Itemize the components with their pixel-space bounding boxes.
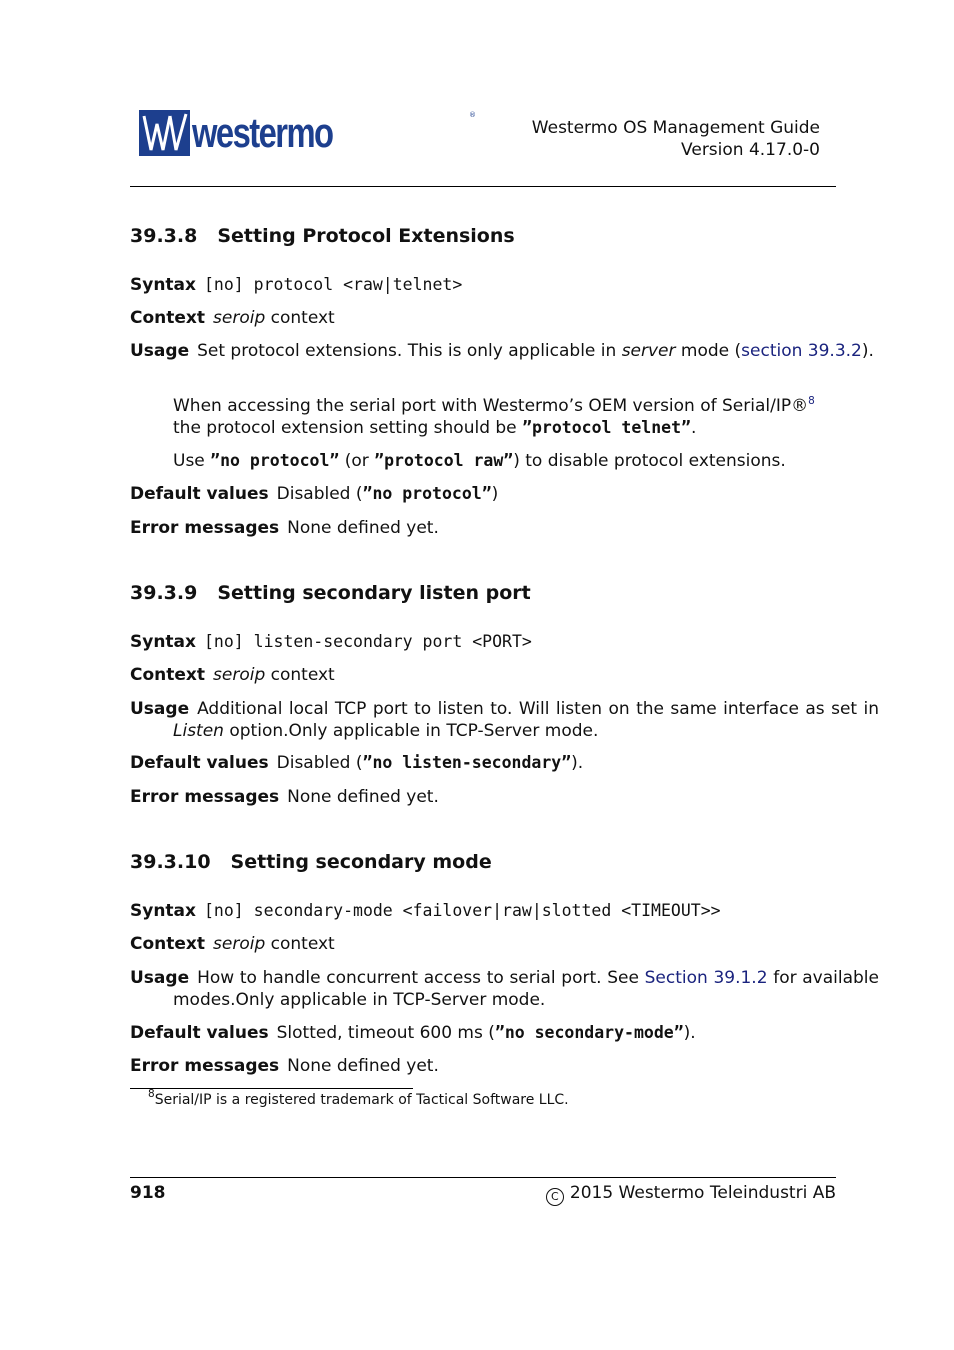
logo-registered-mark: ® — [469, 111, 476, 119]
usage-paragraph — [173, 450, 836, 472]
default-label: Default values — [130, 1023, 269, 1043]
error-text: None defined yet. — [287, 518, 439, 538]
error-text: None defined yet. — [287, 787, 439, 807]
section-heading — [130, 582, 531, 604]
footnote — [148, 1088, 569, 1108]
usage-text: for available modes.Only applicable in TCP-Server mode. — [173, 968, 879, 1010]
footnote-rule — [130, 1088, 413, 1089]
footnote-ref-link[interactable]: 8 — [808, 395, 815, 407]
context-entry — [130, 307, 836, 329]
footnote-mark: 8 — [148, 1088, 155, 1100]
context-rest: context — [265, 665, 335, 685]
context-entry — [130, 664, 836, 686]
syntax-entry — [130, 631, 836, 653]
default-entry — [130, 483, 836, 505]
paragraph-text: ) to disable protocol extensions. — [513, 451, 786, 471]
error-label: Error messages — [130, 518, 280, 538]
section-title: Setting Protocol Extensions — [217, 225, 515, 247]
paragraph-text: Use — [173, 451, 211, 471]
paragraph-text: (or — [339, 451, 375, 471]
usage-text: How to handle concurrent access to serial port. See — [197, 968, 645, 988]
context-rest: context — [265, 308, 335, 328]
syntax-label: Syntax — [130, 901, 196, 921]
default-text: ). — [571, 753, 584, 773]
usage-text: mode ( — [675, 341, 742, 361]
footer-rule — [130, 1177, 836, 1178]
footnote-text: Serial/IP is a registered trademark of Tactical Software LLC. — [154, 1092, 569, 1108]
copyright-text: 2015 Westermo Teleindustri AB — [569, 1183, 836, 1203]
page-number: 918 — [130, 1183, 166, 1203]
usage-emphasis: Listen — [173, 721, 224, 741]
guide-title: Westermo OS Management Guide — [531, 118, 820, 138]
syntax-label: Syntax — [130, 632, 196, 652]
inline-code: ”no secondary-mode” — [494, 1023, 684, 1042]
header-rule — [130, 186, 836, 187]
syntax-label: Syntax — [130, 275, 196, 295]
error-entry — [130, 1055, 836, 1077]
paragraph-text: the protocol extension setting should be — [173, 418, 523, 438]
section-title: Setting secondary mode — [230, 851, 492, 873]
paragraph-text: When accessing the serial port with Westermo’s OEM version of Serial/IP — [173, 396, 792, 416]
syntax-command: [no] secondary-mode <failover|raw|slotted <TIMEOUT>> — [204, 901, 721, 920]
usage-paragraph — [173, 395, 836, 439]
error-label: Error messages — [130, 787, 280, 807]
section-link[interactable]: Section 39.1.2 — [644, 968, 768, 988]
default-entry — [130, 752, 836, 774]
guide-version: Version 4.17.0-0 — [681, 140, 820, 160]
default-text: ). — [683, 1023, 696, 1043]
default-text: ) — [491, 484, 499, 504]
syntax-entry — [130, 900, 836, 922]
usage-text: Additional local TCP port to listen to. Will listen on the same interface as set in — [197, 699, 879, 719]
section-title: Setting secondary listen port — [217, 582, 531, 604]
usage-emphasis: server — [621, 341, 676, 361]
context-name: seroip — [213, 308, 266, 328]
section-heading — [130, 851, 492, 873]
inline-code: ”protocol telnet” — [522, 418, 691, 437]
westermo-logo — [139, 109, 476, 156]
copyright-icon: C — [546, 1188, 564, 1206]
section-number: 39.3.10 — [130, 851, 211, 873]
usage-entry — [130, 967, 879, 1011]
usage-text: Set protocol extensions. This is only applicable in — [197, 341, 622, 361]
default-text: Slotted, timeout 600 ms ( — [276, 1023, 495, 1043]
context-name: seroip — [213, 665, 266, 685]
usage-label: Usage — [130, 968, 190, 988]
context-label: Context — [130, 308, 206, 328]
running-header — [532, 117, 820, 161]
inline-code: ”no listen-secondary” — [362, 753, 572, 772]
usage-label: Usage — [130, 699, 190, 719]
usage-text: option.Only applicable in TCP-Server mode. — [223, 721, 599, 741]
default-label: Default values — [130, 753, 269, 773]
section-heading — [130, 225, 515, 247]
paragraph-text: . — [690, 418, 697, 438]
context-label: Context — [130, 934, 206, 954]
section-number: 39.3.9 — [130, 582, 198, 604]
inline-code: ”no protocol” — [210, 451, 340, 470]
default-entry — [130, 1022, 836, 1044]
error-label: Error messages — [130, 1056, 280, 1076]
context-name: seroip — [213, 934, 266, 954]
usage-text: ). — [861, 341, 874, 361]
usage-entry — [130, 340, 879, 362]
copyright-line — [546, 1183, 836, 1206]
context-label: Context — [130, 665, 206, 685]
inline-code: ”no protocol” — [362, 484, 492, 503]
default-text: Disabled ( — [276, 753, 363, 773]
syntax-command: [no] protocol <raw|telnet> — [204, 275, 463, 294]
registered-mark: ® — [791, 396, 809, 416]
error-entry — [130, 517, 836, 539]
default-label: Default values — [130, 484, 269, 504]
inline-code: ”protocol raw” — [374, 451, 514, 470]
westermo-logo-mark-icon — [139, 110, 190, 156]
error-entry — [130, 786, 836, 808]
section-number: 39.3.8 — [130, 225, 198, 247]
syntax-command: [no] listen-secondary port <PORT> — [204, 632, 532, 651]
usage-label: Usage — [130, 341, 190, 361]
context-rest: context — [265, 934, 335, 954]
context-entry — [130, 933, 836, 955]
usage-entry — [130, 698, 879, 742]
error-text: None defined yet. — [287, 1056, 439, 1076]
section-link[interactable]: section 39.3.2 — [741, 341, 862, 361]
default-text: Disabled ( — [276, 484, 363, 504]
syntax-entry — [130, 274, 836, 296]
logo-wordmark: westermo — [192, 109, 333, 156]
